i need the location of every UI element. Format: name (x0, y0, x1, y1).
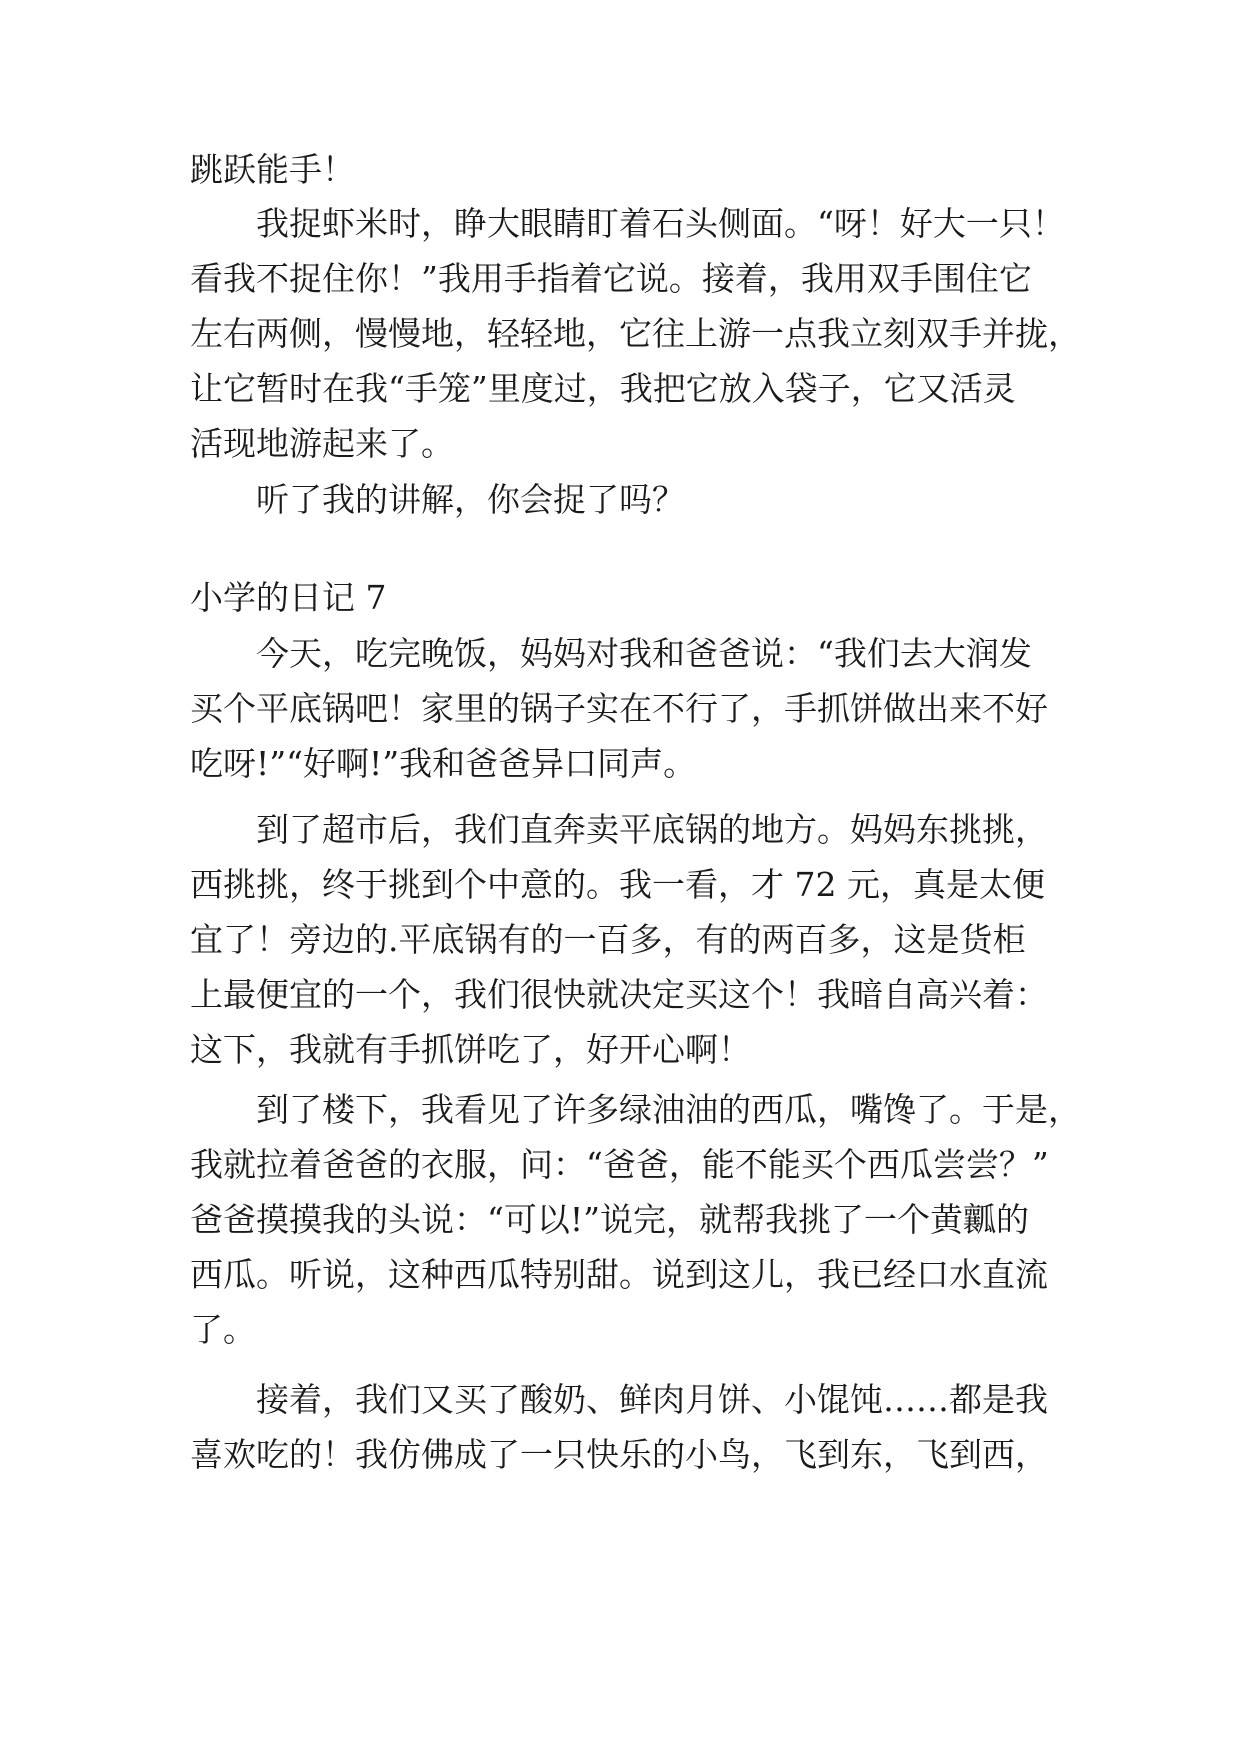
text-line: 吃呀!”“好啊!”我和爸爸异口同声。 (190, 744, 697, 783)
paragraph-first-line: 到了超市后，我们直奔卖平底锅的地方。妈妈东挑挑， (256, 810, 1048, 849)
paragraph-first-line: 我捉虾米时，睁大眼睛盯着石头侧面。“呀！好大一只！ (256, 204, 1065, 243)
text-line: 活现地游起来了。 (190, 424, 454, 463)
text-line: 买个平底锅吧！家里的锅子实在不行了，手抓饼做出来不好 (190, 689, 1048, 728)
text-line: 西瓜。听说，这种西瓜特别甜。说到这儿，我已经口水直流 (190, 1255, 1048, 1294)
paragraph-first-line: 听了我的讲解，你会捉了吗？ (256, 480, 685, 519)
text-line: 让它暂时在我“手笼”里度过，我把它放入袋子，它又活灵 (190, 369, 1016, 408)
paragraph-first-line: 今天，吃完晚饭，妈妈对我和爸爸说：“我们去大润发 (256, 634, 1032, 673)
text-line: 这下，我就有手抓饼吃了，好开心啊！ (190, 1030, 751, 1069)
paragraph-first-line: 接着，我们又买了酸奶、鲜肉月饼、小馄饨……都是我 (256, 1380, 1048, 1419)
text-line: 爸爸摸摸我的头说：“可以!”说完，就帮我挑了一个黄瓤的 (190, 1200, 1030, 1239)
text-line: 跳跃能手！ (190, 150, 355, 189)
text-line: 西挑挑，终于挑到个中意的。我一看，才 72 元，真是太便 (190, 865, 1045, 904)
section-heading: 小学的日记 7 (190, 578, 387, 617)
paragraph-first-line: 到了楼下，我看见了许多绿油油的西瓜，嘴馋了。于是， (256, 1090, 1081, 1129)
text-line: 喜欢吃的！我仿佛成了一只快乐的小鸟，飞到东，飞到西， (190, 1435, 1048, 1474)
text-line: 左右两侧，慢慢地，轻轻地，它往上游一点我立刻双手并拢， (190, 314, 1081, 353)
text-line: 看我不捉住你！”我用手指着它说。接着，我用双手围住它 (190, 259, 1032, 298)
text-line: 上最便宜的一个，我们很快就决定买这个！我暗自高兴着： (190, 975, 1048, 1014)
text-line: 了。 (190, 1310, 256, 1349)
text-line: 我就拉着爸爸的衣服，问：“爸爸，能不能买个西瓜尝尝？” (190, 1145, 1049, 1184)
text-line: 宜了！旁边的.平底锅有的一百多，有的两百多，这是货柜 (190, 920, 1026, 959)
